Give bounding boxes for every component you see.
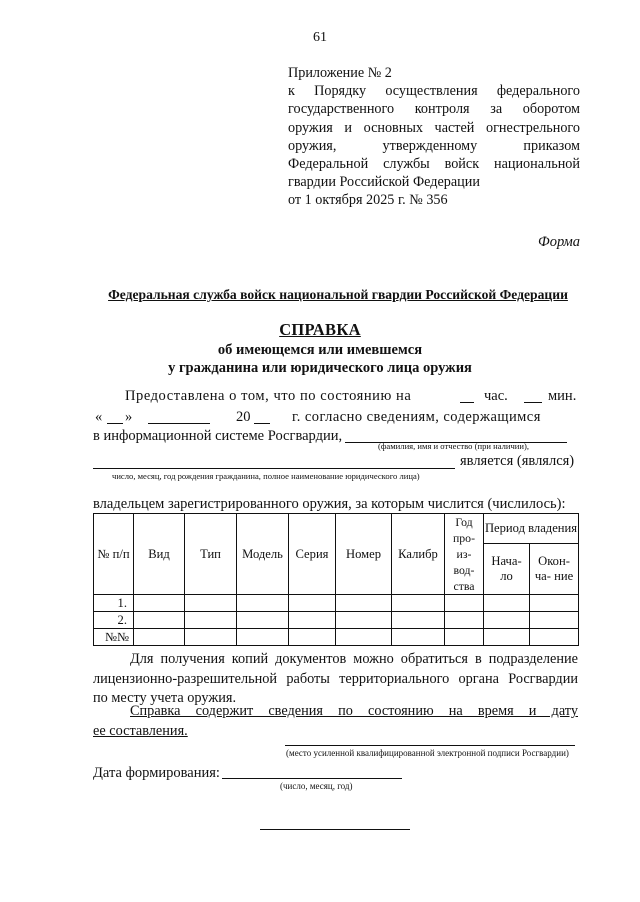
annex-line: оружия, утвержденному приказом (288, 137, 580, 154)
annex-line: государственного контроля за оборотом (288, 101, 580, 118)
as-of-line (125, 388, 578, 405)
table-cell[interactable] (530, 595, 579, 612)
hours-label: час. (484, 388, 508, 404)
info-system-text: в информационной системе Росгвардии, (93, 428, 343, 444)
header-period: Период владения (484, 514, 579, 544)
closing-rule (260, 829, 410, 830)
table-cell[interactable] (185, 629, 237, 646)
annex-line: от 1 октября 2025 г. № 356 (288, 192, 448, 209)
subtitle-line-2: у гражданина или юридического лица оружия (168, 360, 472, 376)
table-cell[interactable] (237, 595, 289, 612)
row-num: №№ (94, 629, 134, 646)
table-cell[interactable] (185, 612, 237, 629)
table-cell[interactable] (134, 595, 185, 612)
table-row (94, 595, 579, 612)
form-label: Форма (538, 234, 580, 250)
birth-hint: число, месяц, год рождения гражданина, полное наименование юридического лица) (112, 471, 420, 481)
table-cell[interactable] (484, 595, 530, 612)
copies-line: Для получения копий документов можно обратиться в подразделение (130, 651, 578, 667)
table-cell[interactable] (445, 629, 484, 646)
table-row (94, 629, 579, 646)
info-line: Справка содержит сведения по состоянию на время и дату (130, 703, 578, 719)
birth-field[interactable] (93, 455, 455, 469)
annex-block (288, 64, 580, 210)
header-caliber: Калибр (392, 514, 445, 595)
table-cell[interactable] (530, 629, 579, 646)
annex-line: Приложение № 2 (288, 65, 392, 81)
table-cell[interactable] (392, 595, 445, 612)
quote-open: « (95, 409, 103, 425)
signature-hint: (место усиленной квалифицированной электронной подписи Росгвардии) (286, 748, 569, 758)
page-number: 61 (313, 30, 327, 45)
table-cell[interactable] (336, 629, 392, 646)
organization-name: Федеральная служба войск национальной гвардии Российской Федерации (108, 287, 568, 302)
table-cell[interactable] (336, 612, 392, 629)
table-cell[interactable] (134, 629, 185, 646)
owner-text: владельцем зарегистрированного оружия, за которым числится (числилось): (93, 496, 566, 512)
minutes-label: мин. (548, 388, 577, 404)
table-cell[interactable] (134, 612, 185, 629)
header-series: Серия (289, 514, 336, 595)
header-kind: Тип (185, 514, 237, 595)
table-cell[interactable] (445, 612, 484, 629)
subtitle-line-1: об имеющемся или имевшемся (217, 342, 423, 358)
year-field[interactable] (254, 410, 270, 424)
is-was-text: является (являлся) (460, 453, 575, 469)
table-cell[interactable] (237, 629, 289, 646)
annex-line: к Порядку осуществления федерального (288, 83, 580, 100)
info-line: ее составления. (93, 722, 188, 739)
table-cell[interactable] (336, 595, 392, 612)
minutes-field[interactable] (524, 389, 542, 403)
header-type: Вид (134, 514, 185, 595)
header-model: Модель (237, 514, 289, 595)
signature-line[interactable] (285, 745, 575, 746)
year-prefix: 20 (236, 409, 251, 425)
document-title: СПРАВКА (279, 320, 361, 339)
table-cell[interactable] (289, 595, 336, 612)
header-end: Окон- ча- ние (530, 544, 579, 595)
row-num: 2. (94, 612, 134, 629)
hours-field[interactable] (460, 389, 474, 403)
header-num: № п/п (94, 514, 134, 595)
copies-line: лицензионно-разрешительной работы территориального органа Росгвардии (93, 670, 578, 687)
table-cell[interactable] (484, 612, 530, 629)
annex-line: гвардии Российской Федерации (288, 174, 480, 191)
table-cell[interactable] (185, 595, 237, 612)
header-number: Номер (336, 514, 392, 595)
header-start: Нача- ло (484, 544, 530, 595)
as-of-text: Предоставлена о том, что по состоянию на (125, 388, 412, 404)
fio-hint: (фамилия, имя и отчество (при наличии), (378, 441, 530, 451)
row-num: 1. (94, 595, 134, 612)
year-suffix: г. согласно сведениям, содержащимся (292, 409, 541, 425)
annex-line: оружия и основных частей огнестрельного (288, 119, 580, 136)
date-field[interactable] (222, 778, 402, 779)
table-cell[interactable] (289, 612, 336, 629)
date-hint: (число, месяц, год) (280, 781, 353, 791)
copies-line: по месту учета оружия. (93, 690, 237, 706)
table-cell[interactable] (530, 612, 579, 629)
quote-close: » (125, 409, 133, 425)
table-cell[interactable] (392, 629, 445, 646)
date-label: Дата формирования: (93, 765, 220, 781)
header-year: Год про- из- вод- ства (445, 514, 484, 595)
table-cell[interactable] (392, 612, 445, 629)
month-field[interactable] (148, 410, 210, 424)
table-cell[interactable] (445, 595, 484, 612)
info-paragraph (93, 702, 578, 741)
copies-paragraph (93, 650, 578, 709)
table-cell[interactable] (484, 629, 530, 646)
day-field[interactable] (107, 410, 123, 424)
table-row (94, 612, 579, 629)
table-cell[interactable] (289, 629, 336, 646)
annex-line: Федеральной службы войск национальной (288, 156, 580, 173)
table-cell[interactable] (237, 612, 289, 629)
document-subtitle (0, 341, 640, 377)
weapons-table (93, 513, 579, 646)
